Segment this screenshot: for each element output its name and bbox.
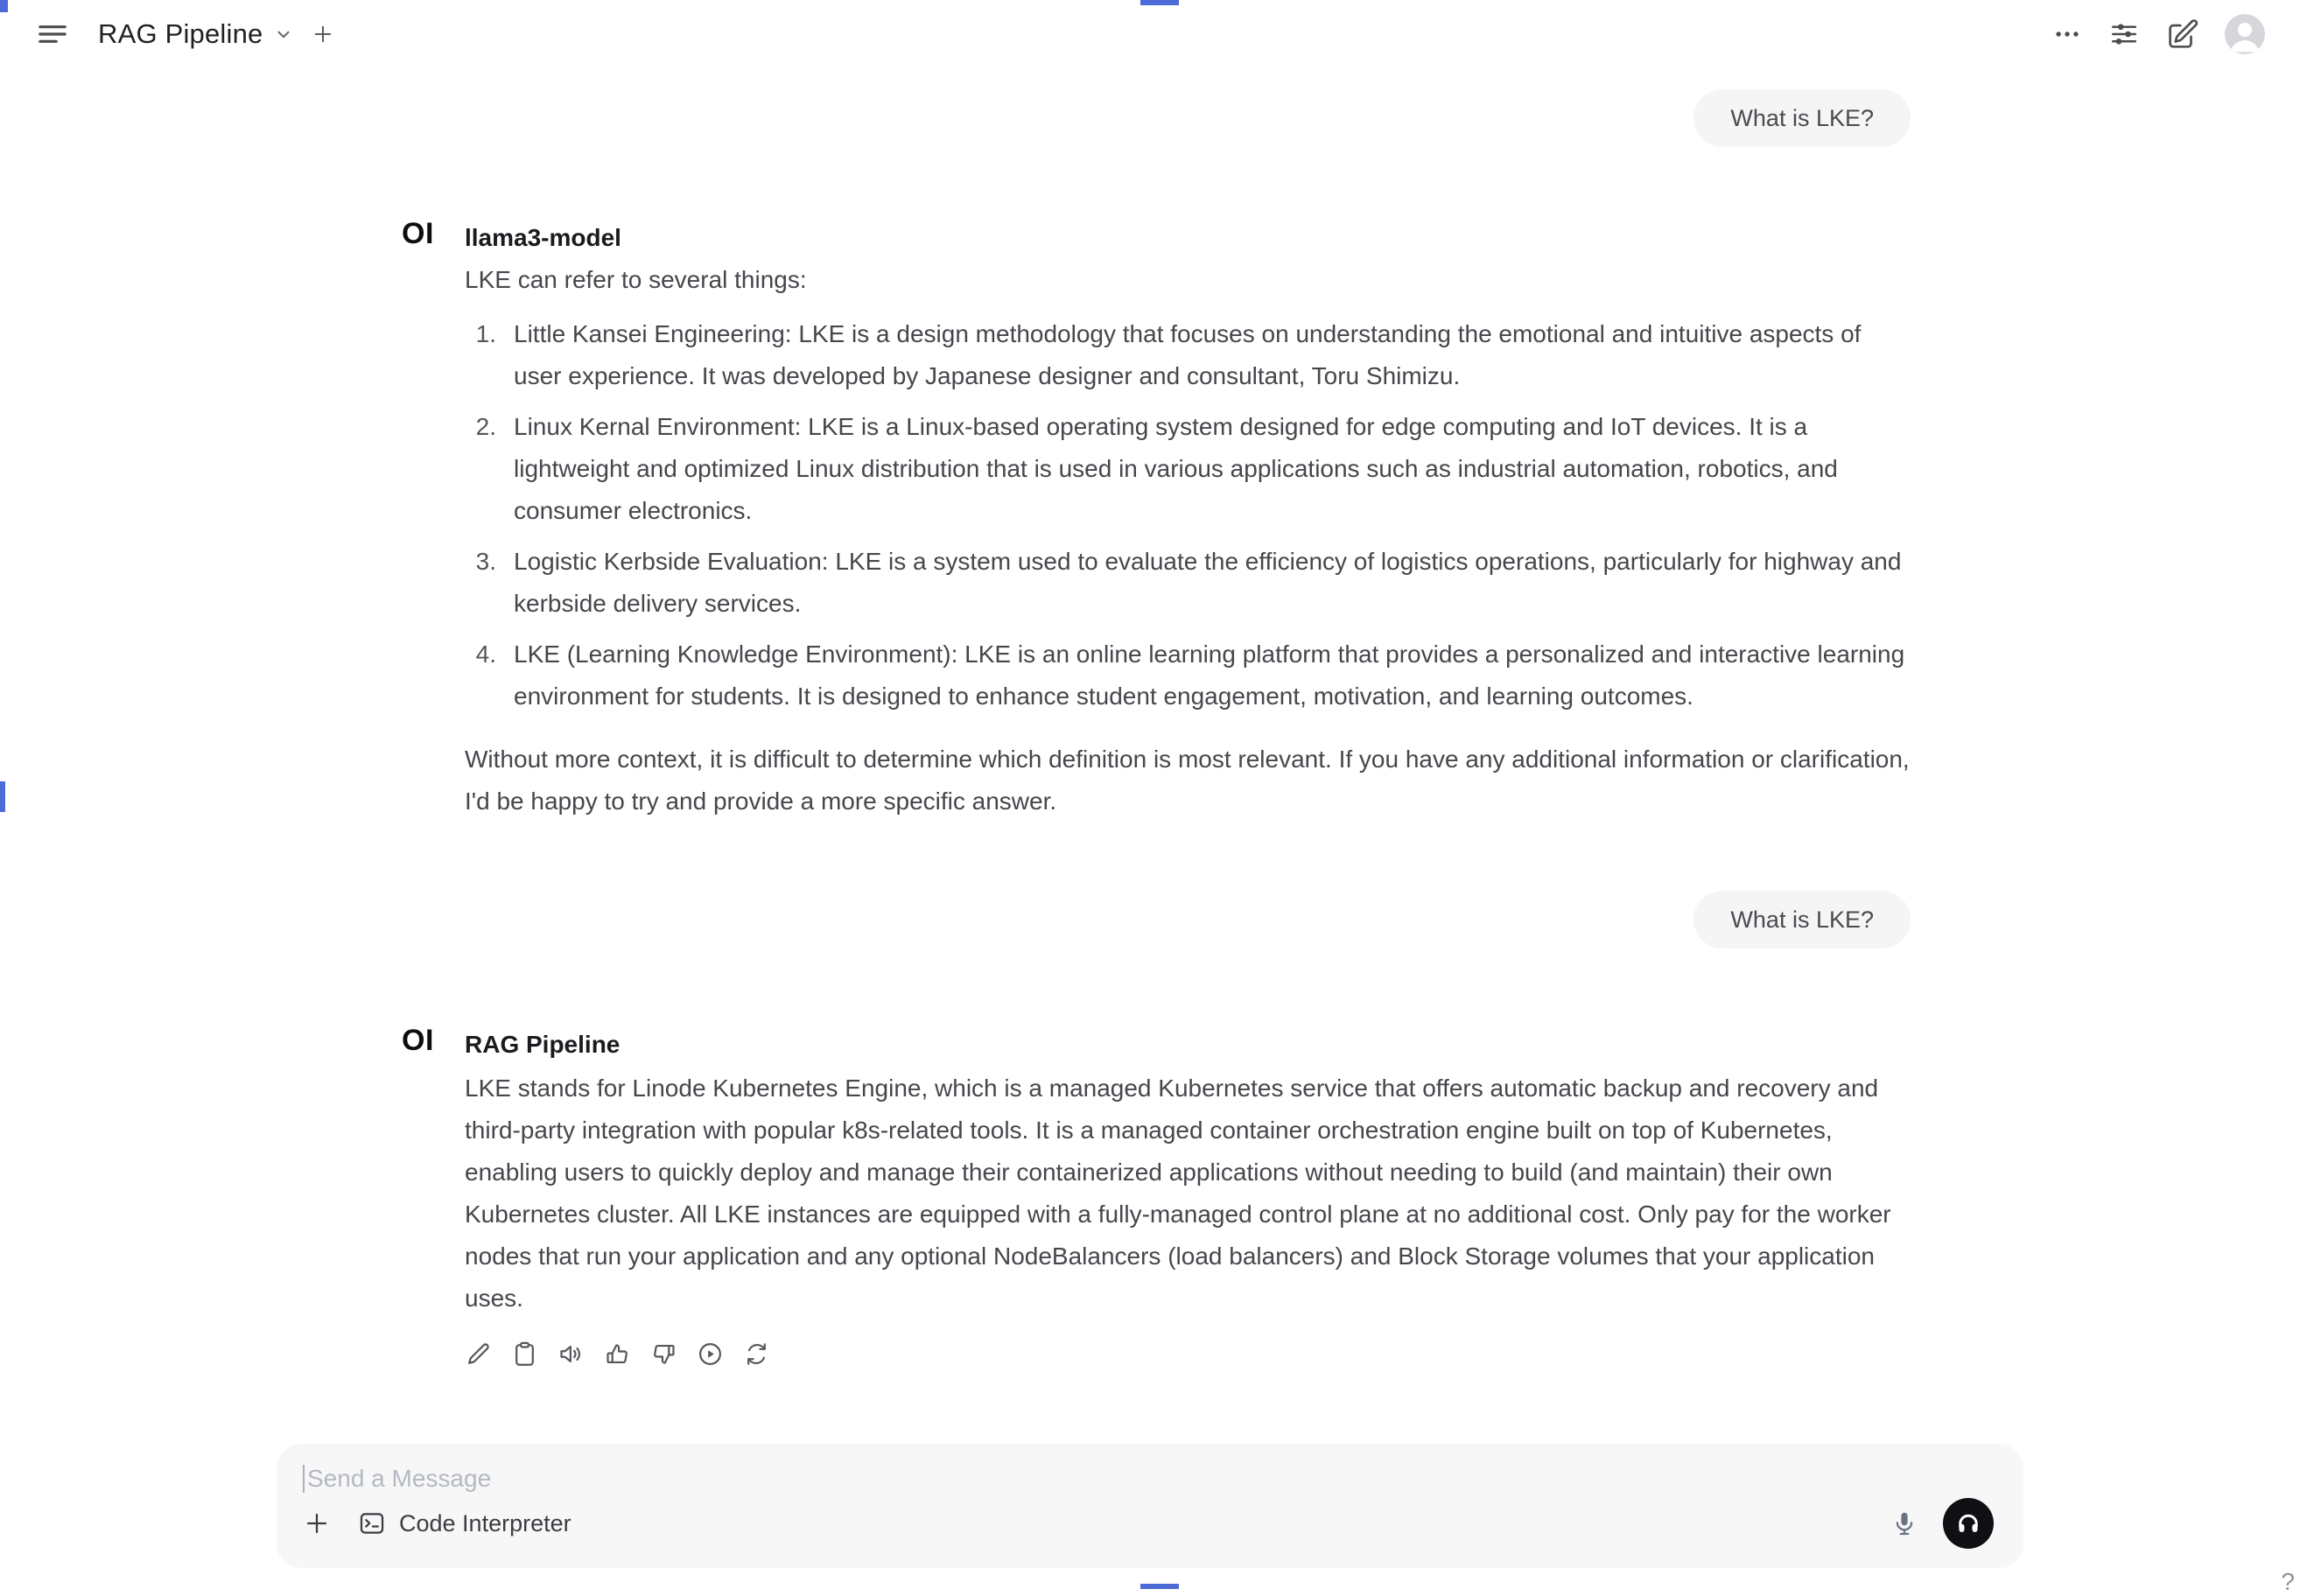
list-marker: 4. <box>475 640 496 668</box>
assistant-avatar: OI <box>402 1024 434 1057</box>
microphone-icon <box>1890 1509 1918 1537</box>
thumbs-down-button[interactable] <box>650 1340 677 1368</box>
top-bar <box>0 0 2300 68</box>
new-chat-button[interactable] <box>2166 18 2198 51</box>
user-message <box>465 89 1911 147</box>
headphones-icon <box>1955 1510 1981 1536</box>
message-actions <box>465 1340 1911 1368</box>
plus-icon <box>303 1509 331 1537</box>
list-item <box>465 634 1911 718</box>
play-circle-icon <box>697 1340 724 1368</box>
definition-list <box>465 313 1911 718</box>
chat-messages <box>402 68 1911 1368</box>
screenshot-artifact <box>0 781 5 812</box>
screenshot-artifact <box>0 0 8 12</box>
list-item-text: Logistic Kerbside Evaluation: LKE is a system used to evaluate the efficiency of logistics operations, particularly for highway and kerbside delivery services. <box>514 548 1902 617</box>
ellipsis-icon <box>2052 19 2082 49</box>
list-item-text: LKE (Learning Knowledge Environment): LKE is an online learning platform that provides a personalized and interactive learning environment for students. It is designed to enhance student engagement, motivation, and learning outcomes. <box>514 640 1905 710</box>
pencil-icon <box>465 1340 492 1368</box>
user-avatar[interactable] <box>2225 14 2265 54</box>
person-icon <box>2225 14 2265 54</box>
edit-response-button[interactable] <box>465 1340 492 1368</box>
list-marker: 3. <box>475 548 496 575</box>
code-interpreter-toggle[interactable] <box>357 1508 571 1538</box>
list-item-text: Linux Kernal Environment: LKE is a Linux-based operating system designed for edge computing and IoT devices. It is a lightweight and optimized Linux distribution that is used in various applications such as industrial automation, robotics, and consumer electronics. <box>514 413 1838 524</box>
user-message-bubble[interactable]: What is LKE? <box>1693 891 1911 948</box>
user-message <box>465 891 1911 948</box>
speaker-icon <box>557 1340 585 1368</box>
model-name: llama3-model <box>465 224 621 251</box>
user-message-bubble[interactable]: What is LKE? <box>1693 89 1911 147</box>
chevron-down-icon <box>272 23 295 46</box>
attach-button[interactable] <box>303 1509 331 1537</box>
list-item <box>465 406 1911 532</box>
screenshot-artifact <box>1140 1584 1179 1589</box>
read-aloud-button[interactable] <box>557 1340 585 1368</box>
assistant-body-text: LKE stands for Linode Kubernetes Engine, which is a managed Kubernetes service that offers automatic backup and recovery and third-party integration with popular k8s-related tools. It is a managed container orchestration engine built on top of Kubernetes, enabling users to quickly deploy and manage their containerized applications without needing to build (and maintain) their own Kubernetes cluster. All LKE instances are equipped with a fully-managed control plane at no additional cost. Only pay for the worker nodes that run your application and any optional NodeBalancers (load balancers) and Block Storage volumes that your application uses. <box>465 1074 1891 1312</box>
assistant-intro-text: LKE can refer to several things: <box>465 266 807 293</box>
assistant-message <box>402 1024 1911 1368</box>
voice-call-button[interactable] <box>1943 1498 1994 1549</box>
sliders-icon <box>2108 18 2140 50</box>
regenerate-button[interactable] <box>743 1340 770 1368</box>
chat-menu-button[interactable] <box>2052 19 2082 49</box>
assistant-avatar: OI <box>402 217 434 250</box>
add-model-button[interactable] <box>311 22 335 46</box>
thumbs-up-button[interactable] <box>604 1340 631 1368</box>
copy-response-button[interactable] <box>511 1340 538 1368</box>
list-item <box>465 313 1911 397</box>
screenshot-artifact <box>1140 0 1179 5</box>
list-item <box>465 541 1911 625</box>
thumbs-up-icon <box>604 1340 631 1368</box>
help-badge[interactable]: ? <box>2281 1568 2295 1595</box>
compose-icon <box>2166 18 2198 51</box>
input-placeholder: Send a Message <box>307 1465 492 1492</box>
code-interpreter-label: Code Interpreter <box>399 1509 571 1536</box>
clipboard-icon <box>511 1340 538 1368</box>
thumbs-down-icon <box>650 1340 677 1368</box>
sidebar-toggle-icon <box>35 17 70 52</box>
list-marker: 2. <box>475 413 496 440</box>
page-title: RAG Pipeline <box>98 18 263 49</box>
assistant-message <box>402 217 1911 822</box>
list-item-text: Little Kansei Engineering: LKE is a design methodology that focuses on understanding the emotional and intuitive aspects of user experience. It was developed by Japanese designer and consultant, Toru Shimizu. <box>514 320 1862 389</box>
assistant-outro-text: Without more context, it is difficult to determine which definition is most relevant. If you have any additional information or clarification, I'd be happy to try and provide a more specific answer. <box>465 746 1910 815</box>
text-caret <box>303 1465 305 1493</box>
message-input[interactable] <box>303 1465 1994 1493</box>
model-selector[interactable] <box>98 18 295 50</box>
chat-controls-button[interactable] <box>2108 18 2140 50</box>
model-name: RAG Pipeline <box>465 1031 621 1058</box>
regenerate-icon <box>743 1340 770 1368</box>
list-marker: 1. <box>475 320 496 347</box>
message-composer <box>277 1444 2023 1568</box>
plus-icon <box>311 22 335 46</box>
sidebar-toggle-button[interactable] <box>35 17 70 52</box>
voice-input-button[interactable] <box>1890 1509 1918 1537</box>
terminal-icon <box>357 1508 387 1538</box>
continue-response-button[interactable] <box>697 1340 724 1368</box>
